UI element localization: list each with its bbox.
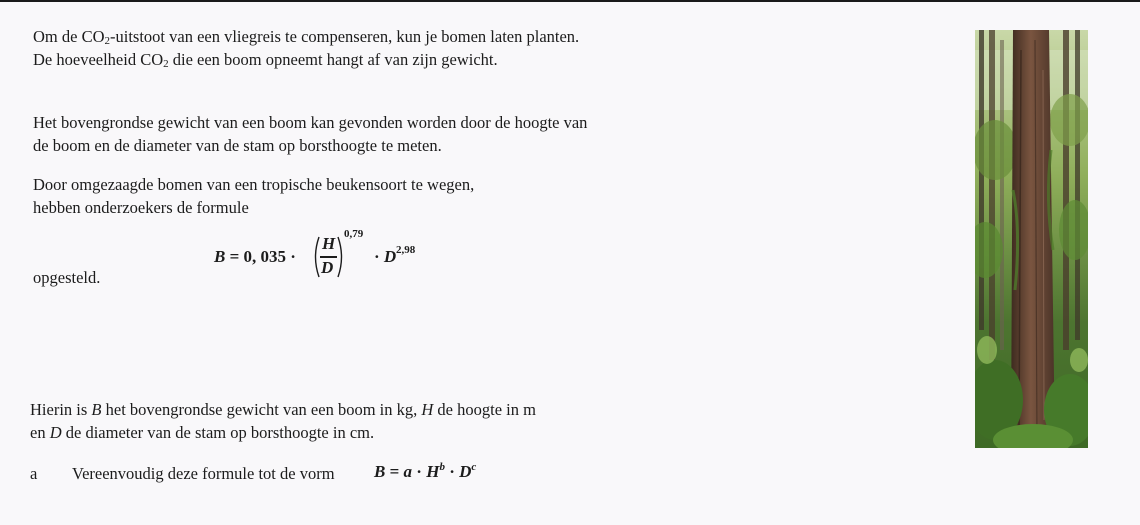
fraction-numerator: H — [322, 234, 336, 253]
right-paren-icon — [336, 236, 346, 278]
weight-paragraph: Het bovengrondse gewicht van een boom kan gevonden worden door de hoogte van de boom en de diameter van de stam op borsthoogte te meten. — [33, 113, 588, 155]
intro-paragraph: Om de $CO_2$-uitstoot van een vliegreis te compenseren, kun je bomen laten planten. De hoeveelheid $CO_2$ die een boom opneemt hangt af van zijn gewicht. — [33, 27, 580, 70]
opgesteld-text: opgesteld. — [33, 268, 101, 287]
top-border — [0, 0, 1140, 2]
target-formula: $B = a \cdot H^b \cdot D^c$ — [374, 461, 477, 481]
exponent-2: 2,98 — [396, 244, 416, 256]
forest-tree-photo-icon — [975, 30, 1088, 448]
variables-paragraph: Hierin is B het bovengrondse gewicht van een boom in kg, H de hoogte in m en D de diameter van de stam op borsthoogte in cm. — [30, 400, 536, 442]
question-letter: a — [30, 464, 38, 483]
exponent-1: 0,79 — [344, 228, 364, 240]
fraction-denominator: D — [321, 258, 334, 277]
formula-intro-paragraph: Door omgezaagde bomen van een tropische beukensoort te wegen, hebben onderzoekers de formule — [33, 175, 475, 217]
question-text: Vereenvoudig deze formule tot de vorm — [72, 464, 335, 483]
